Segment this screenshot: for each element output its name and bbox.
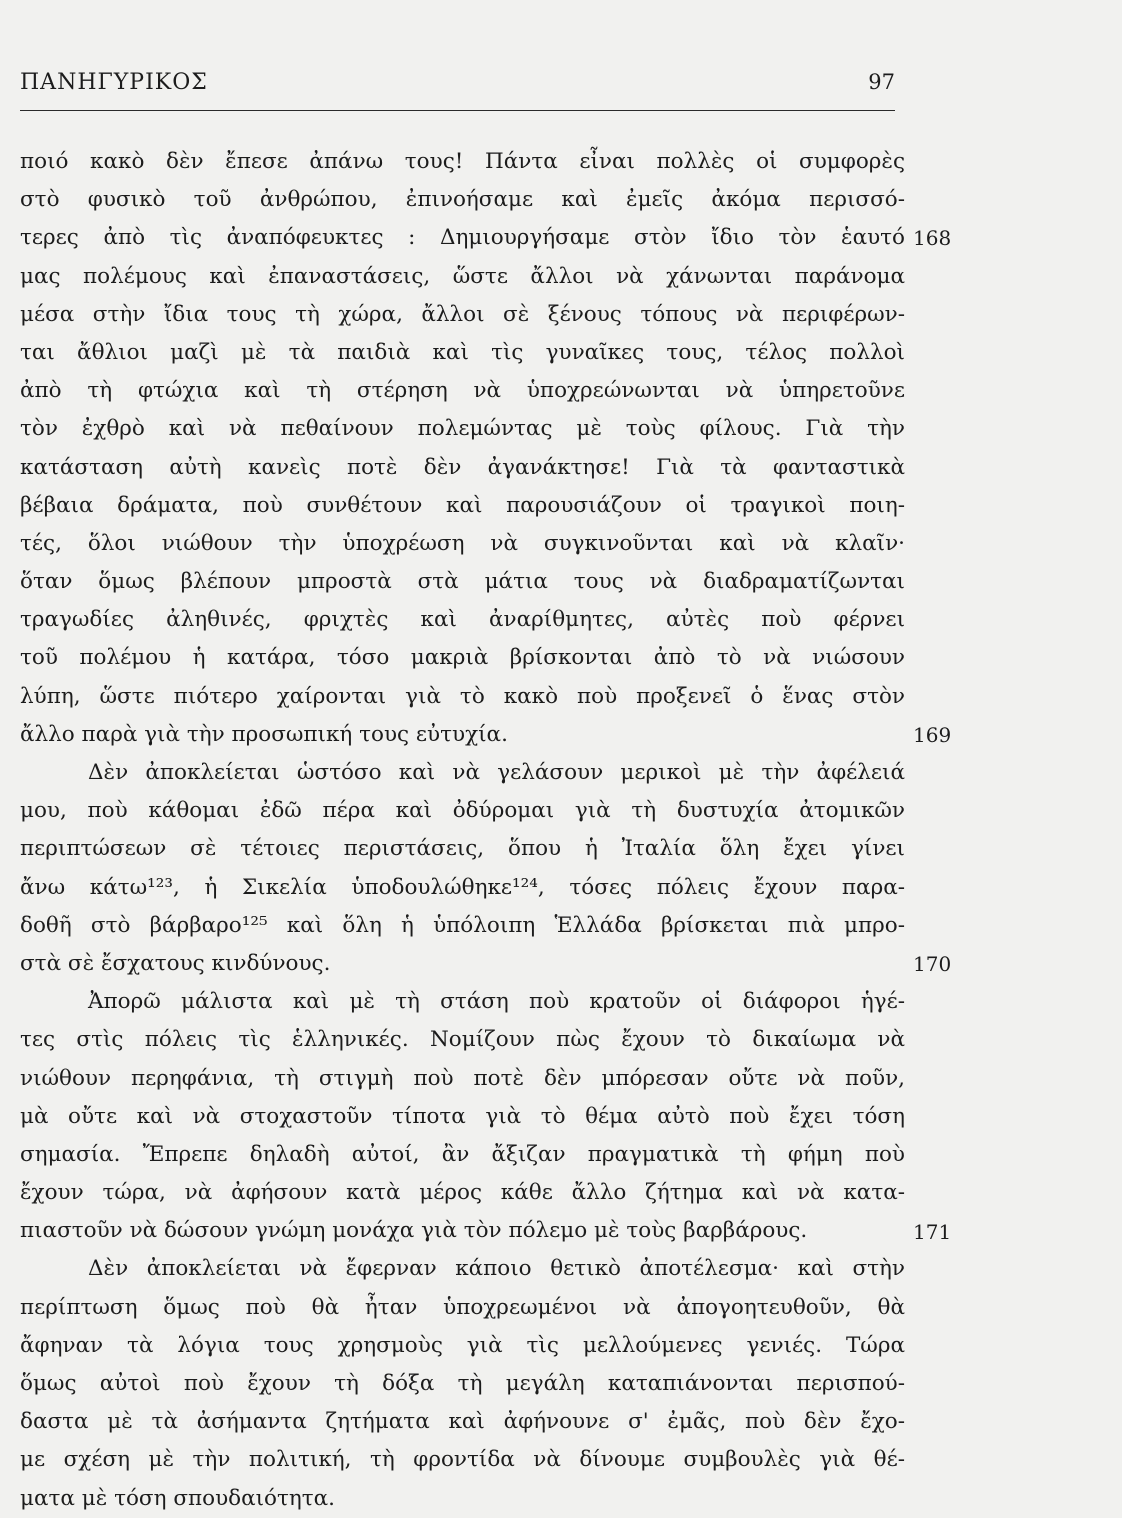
text-line: ται ἄθλιοι μαζὶ μὲ τὰ παιδιὰ καὶ τὶς γυναῖκες τους, τέλος πολλοὶ bbox=[20, 339, 905, 365]
header-rule bbox=[20, 110, 895, 111]
text-line: με σχέση μὲ τὴν πολιτική, τὴ φροντίδα νὰ δίνουμε συμβουλὲς γιὰ θέ- bbox=[20, 1447, 905, 1473]
text-line: μου, ποὺ κάθομαι ἐδῶ πέρα καὶ ὀδύρομαι γιὰ τὴ δυστυχία ἀτομικῶν bbox=[20, 798, 905, 824]
text-line: Ἀπορῶ μάλιστα καὶ μὲ τὴ στάση ποὺ κρατοῦν οἱ διάφοροι ἡγέ- bbox=[88, 989, 905, 1015]
text-line: ὅμως αὐτοὶ ποὺ ἔχουν τὴ δόξα τὴ μεγάλη καταπιάνονται περισπού- bbox=[20, 1371, 905, 1396]
text-line: ποιό κακὸ δὲν ἔπεσε ἀπάνω τους! Πάντα εἶναι πολλὲς οἱ συμφορὲς bbox=[20, 149, 905, 174]
text-line: ἄλλο παρὰ γιὰ τὴν προσωπική τους εὐτυχία. bbox=[20, 721, 508, 747]
text-line: σημασία. Ἔπρεπε δηλαδὴ αὐτοί, ἂν ἄξιζαν πραγματικὰ τὴ φήμη ποὺ bbox=[20, 1141, 905, 1167]
text-line: τοῦ πολέμου ἡ κατάρα, τόσο μακριὰ βρίσκονται ἀπὸ τὸ νὰ νιώσουν bbox=[20, 645, 905, 671]
text-line: λύπη, ὥστε πιότερο χαίρονται γιὰ τὸ κακὸ ποὺ προξενεῖ ὁ ἕνας στὸν bbox=[20, 683, 905, 709]
text-line: περίπτωση ὅμως ποὺ θὰ ἦταν ὑποχρεωμένοι νὰ ἀπογοητευθοῦν, θὰ bbox=[20, 1294, 905, 1320]
text-line: τες στὶς πόλεις τὶς ἑλληνικές. Νομίζουν πὼς ἔχουν τὸ δικαίωμα νὰ bbox=[20, 1027, 905, 1053]
text-line: νιώθουν περηφάνια, τὴ στιγμὴ ποὺ ποτὲ δὲν μπόρεσαν οὔτε νὰ ποῦν, bbox=[20, 1065, 905, 1091]
text-line: πιαστοῦν νὰ δώσουν γνώμη μονάχα γιὰ τὸν πόλεμο μὲ τοὺς βαρβάρους. bbox=[20, 1218, 808, 1244]
text-line: τές, ὅλοι νιώθουν τὴν ὑποχρέωση νὰ συγκινοῦνται καὶ νὰ κλαῖν· bbox=[20, 530, 905, 556]
text-line: ὅταν ὅμως βλέπουν μπροστὰ στὰ μάτια τους νὰ διαδραματίζωνται bbox=[20, 569, 905, 595]
text-line: βέβαια δράματα, ποὺ συνθέτουν καὶ παρουσιάζουν οἱ τραγικοὶ ποιη- bbox=[20, 492, 905, 518]
text-line: μας πολέμους καὶ ἐπαναστάσεις, ὥστε ἄλλοι νὰ χάνωνται παράνομα bbox=[20, 263, 905, 289]
text-line: τερες ἀπὸ τὶς ἀναπόφευκτες : Δημιουργήσαμε στὸν ἴδιο τὸν ἑαυτό bbox=[20, 225, 905, 251]
text-line: Δὲν ἀποκλείεται νὰ ἔφερναν κάποιο θετικὸ ἀποτέλεσμα· καὶ στὴν bbox=[88, 1256, 905, 1282]
margin-number-170: 170 bbox=[913, 952, 952, 977]
text-line: δαστα μὲ τὰ ἀσήμαντα ζητήματα καὶ ἀφήνουνε σ' ἐμᾶς, ποὺ δὲν ἔχο- bbox=[20, 1409, 905, 1435]
text-line: ματα μὲ τόση σπουδαιότητα. bbox=[20, 1485, 335, 1511]
body-text bbox=[20, 143, 905, 1518]
text-line: Δὲν ἀποκλείεται ὡστόσο καὶ νὰ γελάσουν μερικοὶ μὲ τὴν ἀφέλειά bbox=[88, 760, 905, 785]
text-line: δοθῆ στὸ βάρβαρο¹²⁵ καὶ ὅλη ἡ ὑπόλοιπη Ἑλλάδα βρίσκεται πιὰ μπρο- bbox=[20, 912, 905, 938]
running-title: ΠΑΝΗΓΥΡΙΚΟΣ bbox=[20, 70, 208, 95]
page-number: 97 bbox=[868, 70, 895, 94]
text-line: μέσα στὴν ἴδια τους τὴ χώρα, ἄλλοι σὲ ξένους τόπους νὰ περιφέρων- bbox=[20, 301, 905, 327]
text-line: τὸν ἐχθρὸ καὶ νὰ πεθαίνουν πολεμώντας μὲ τοὺς φίλους. Γιὰ τὴν bbox=[20, 416, 905, 442]
text-line: περιπτώσεων σὲ τέτοιες περιστάσεις, ὅπου ἡ Ἰταλία ὅλη ἔχει γίνει bbox=[20, 836, 905, 862]
text-line: στὸ φυσικὸ τοῦ ἀνθρώπου, ἐπινοήσαμε καὶ ἐμεῖς ἀκόμα περισσό- bbox=[20, 187, 905, 213]
text-line: τραγωδίες ἀληθινές, φριχτὲς καὶ ἀναρίθμητες, αὐτὲς ποὺ φέρνει bbox=[20, 607, 905, 633]
margin-number-168: 168 bbox=[913, 226, 952, 251]
text-line: ἀπὸ τὴ φτώχια καὶ τὴ στέρηση νὰ ὑποχρεώνωνται νὰ ὑπηρετοῦνε bbox=[20, 378, 905, 404]
text-line: κατάσταση αὐτὴ κανεὶς ποτὲ δὲν ἀγανάκτησε! Γιὰ τὰ φανταστικὰ bbox=[20, 454, 905, 480]
text-line: μὰ οὔτε καὶ νὰ στοχαστοῦν τίποτα γιὰ τὸ θέμα αὐτὸ ποὺ ἔχει τόση bbox=[20, 1103, 905, 1129]
margin-number-171: 171 bbox=[913, 1219, 952, 1244]
text-line: ἄνω κάτω¹²³, ἡ Σικελία ὑποδουλώθηκε¹²⁴, τόσες πόλεις ἔχουν παρα- bbox=[20, 874, 905, 900]
text-line: ἔχουν τώρα, νὰ ἀφήσουν κατὰ μέρος κάθε ἄλλο ζήτημα καὶ νὰ κατα- bbox=[20, 1180, 905, 1206]
text-line: ἄφηναν τὰ λόγια τους χρησμοὺς γιὰ τὶς μελλούμενες γενιές. Τώρα bbox=[20, 1332, 905, 1358]
running-header bbox=[20, 70, 895, 110]
margin-number-169: 169 bbox=[913, 723, 952, 747]
text-line: στὰ σὲ ἔσχατους κινδύνους. bbox=[20, 950, 331, 976]
